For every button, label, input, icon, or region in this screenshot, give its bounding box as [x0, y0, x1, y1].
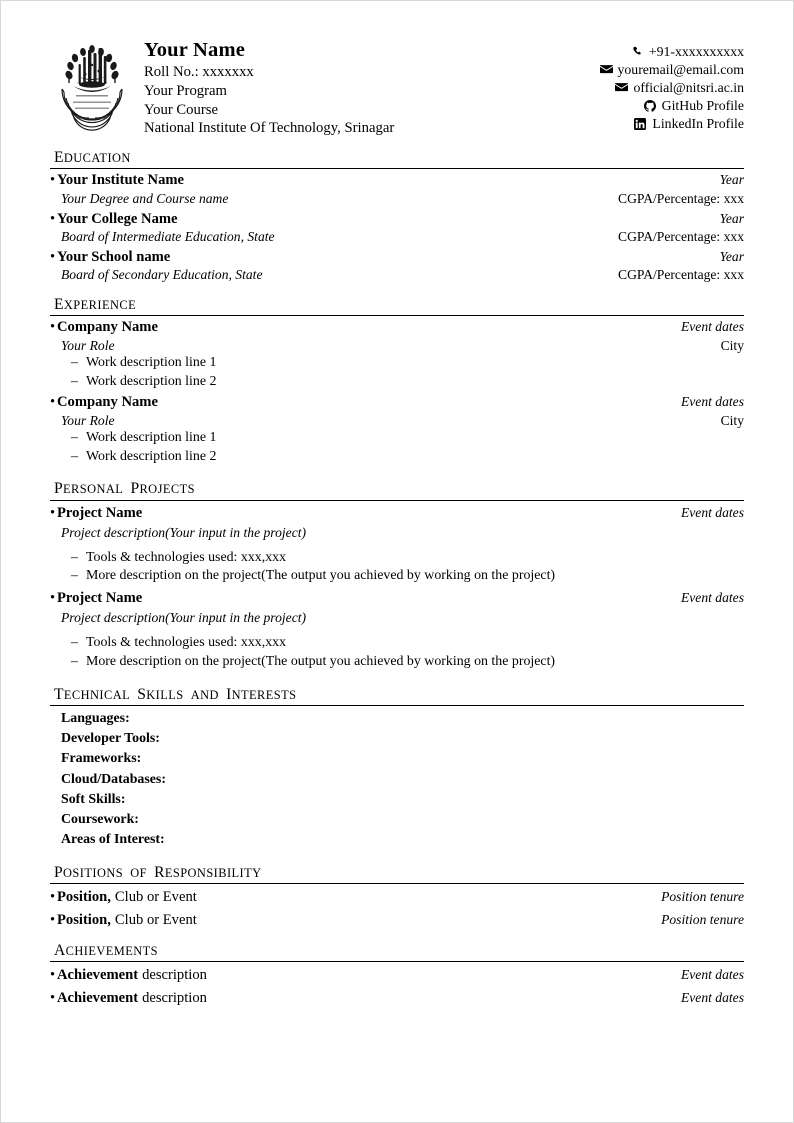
- section-title-skills-word4-initial: I: [226, 686, 232, 703]
- bullet-glyph: •: [50, 911, 56, 928]
- experience-company: Company Name: [57, 319, 158, 336]
- position-row: [50, 889, 744, 907]
- project-name-group: [50, 590, 142, 608]
- skill-line-soft-skills: Soft Skills:: [61, 791, 126, 807]
- experience-bullet-text: Work description line 1: [86, 355, 217, 371]
- position-title: Position,: [57, 911, 111, 928]
- section-title-skills-word2-initial: S: [137, 686, 147, 703]
- section-projects: [50, 480, 744, 671]
- section-achievements: [50, 942, 744, 1008]
- contact-official-email[interactable]: [600, 79, 745, 97]
- project-bullet-text: Tools & technologies used: xxx,xxx: [86, 635, 287, 651]
- project-description: Project description(Your input in the project): [61, 609, 307, 625]
- section-title-skills-word1-rest: ECHNICAL: [63, 688, 131, 702]
- section-rule: [50, 705, 744, 706]
- project-entry: [50, 590, 744, 671]
- education-year: Year: [719, 172, 744, 188]
- dash-glyph: –: [71, 355, 78, 371]
- bullet-glyph: •: [50, 248, 56, 265]
- education-score: CGPA/Percentage: xxx: [618, 191, 744, 207]
- project-bullets: [50, 634, 744, 671]
- education-entry: [50, 211, 744, 246]
- achievement-text: description: [142, 967, 207, 984]
- skill-line-coursework: Coursework:: [61, 811, 139, 827]
- bullet-glyph: •: [50, 210, 56, 227]
- experience-bullet-text: Work description line 2: [86, 448, 217, 464]
- project-bullet: [50, 567, 744, 585]
- section-title-education-rest: DUCATION: [63, 151, 131, 165]
- institute-name: National Institute Of Technology, Srinagar: [144, 120, 395, 137]
- course: Your Course: [144, 101, 218, 118]
- education-institute: Your School name: [57, 248, 171, 265]
- section-title-skills-word1-initial: T: [54, 686, 64, 703]
- position-group: [50, 889, 197, 907]
- education-name-group: [50, 172, 184, 190]
- contact-phone[interactable]: [600, 43, 745, 61]
- official-email-text: official@nitsri.ac.in: [633, 80, 744, 96]
- experience-bullet: [50, 448, 744, 466]
- contact-linkedin[interactable]: [600, 115, 745, 133]
- project-description-row: [50, 610, 744, 626]
- skill-line-areas-of-interest: Areas of Interest:: [61, 831, 165, 847]
- project-description-row: [50, 525, 744, 541]
- resume-content: [50, 36, 744, 1008]
- institute-logo: [50, 36, 134, 132]
- project-bullet-text: Tools & technologies used: xxx,xxx: [86, 549, 287, 565]
- education-entry: [50, 249, 744, 284]
- achievement-row: [50, 990, 744, 1008]
- achievement-dates: Event dates: [680, 989, 744, 1005]
- project-bullet: [50, 634, 744, 652]
- dash-glyph: –: [71, 373, 78, 389]
- experience-city: City: [720, 413, 744, 429]
- experience-company-group: [50, 319, 158, 337]
- project-dates: Event dates: [680, 589, 744, 605]
- education-score: CGPA/Percentage: xxx: [618, 267, 744, 283]
- education-entry-header: [50, 211, 744, 229]
- experience-entry-detail: [50, 413, 744, 429]
- phone-text: +91-xxxxxxxxxx: [648, 44, 744, 59]
- section-title-education-initial: E: [54, 149, 64, 166]
- project-entry: [50, 505, 744, 586]
- phone-icon: [631, 46, 644, 57]
- position-org: Club or Event: [114, 911, 197, 928]
- project-bullet: [50, 653, 744, 671]
- achievement-row: [50, 967, 744, 985]
- education-entry-detail: [50, 267, 744, 283]
- section-title-positions-word1-rest: OSITIONS: [63, 865, 124, 880]
- experience-bullet: [50, 373, 744, 391]
- section-title-projects-word1-initial: P: [54, 480, 64, 498]
- education-institute: Your Institute Name: [57, 172, 185, 189]
- candidate-name: Your Name: [144, 39, 246, 61]
- education-name-group: [50, 249, 170, 267]
- education-name-group: [50, 211, 178, 229]
- bullet-glyph: •: [50, 989, 56, 1006]
- project-bullet-text: More description on the project(The output you achieved by working on the project): [86, 653, 556, 669]
- nit-srinagar-emblem-icon: [52, 40, 132, 132]
- experience-entry-header: [50, 394, 744, 412]
- experience-dates: Event dates: [680, 394, 744, 410]
- project-name: Project Name: [57, 504, 143, 521]
- education-entry-detail: [50, 191, 744, 207]
- dash-glyph: –: [71, 635, 78, 651]
- github-icon: [644, 100, 657, 111]
- section-title-projects: [50, 480, 744, 497]
- section-title-skills-word3: AND: [190, 688, 219, 702]
- education-year: Year: [719, 248, 744, 264]
- education-degree: Board of Secondary Education, State: [61, 267, 263, 283]
- section-title-achievements-rest: CHIEVEMENTS: [65, 943, 158, 958]
- education-entry-header: [50, 249, 744, 267]
- project-bullet-text: More description on the project(The output you achieved by working on the project): [86, 568, 556, 584]
- experience-bullet-text: Work description line 2: [86, 373, 217, 389]
- experience-entry-detail: [50, 338, 744, 354]
- achievement-dates: Event dates: [680, 967, 744, 983]
- experience-city: City: [720, 338, 744, 354]
- position-title: Position,: [57, 889, 111, 906]
- section-rule: [50, 883, 744, 884]
- section-title-projects-word1-rest: ERSONAL: [63, 482, 124, 497]
- section-skills: [50, 686, 744, 850]
- identity-block: [134, 36, 600, 138]
- education-degree: Board of Intermediate Education, State: [61, 229, 275, 245]
- section-title-positions-word3-rest: ESPONSIBILITY: [164, 865, 262, 880]
- position-tenure: Position tenure: [661, 889, 744, 905]
- section-rule: [50, 961, 744, 962]
- roll-number: Roll No.: xxxxxxx: [144, 64, 254, 81]
- section-positions: [50, 864, 744, 930]
- education-year: Year: [719, 210, 744, 226]
- linkedin-text: LinkedIn Profile: [652, 116, 744, 132]
- dash-glyph: –: [71, 549, 78, 565]
- experience-entry-header: [50, 319, 744, 337]
- dash-glyph: –: [71, 653, 78, 669]
- section-rule: [50, 315, 744, 316]
- linkedin-icon: [634, 118, 647, 129]
- experience-role: Your Role: [61, 413, 115, 429]
- section-title-skills: [50, 686, 744, 703]
- contact-personal-email[interactable]: [600, 61, 745, 79]
- section-title-achievements: [50, 942, 744, 959]
- project-entry-header: [50, 505, 744, 523]
- bullet-glyph: •: [50, 589, 56, 606]
- experience-bullet: [50, 354, 744, 372]
- github-text: GitHub Profile: [661, 98, 744, 114]
- section-title-skills-word2-rest: KILLS: [146, 688, 184, 702]
- envelope-icon: [600, 64, 613, 75]
- experience-bullet: [50, 429, 744, 447]
- bullet-glyph: •: [50, 394, 56, 411]
- education-degree: Your Degree and Course name: [61, 191, 229, 207]
- education-entry-detail: [50, 229, 744, 245]
- experience-company-group: [50, 394, 158, 412]
- dash-glyph: –: [71, 568, 78, 584]
- position-group: [50, 912, 197, 930]
- education-score: CGPA/Percentage: xxx: [618, 229, 744, 245]
- section-title-positions-word3-initial: R: [154, 863, 165, 881]
- contact-block: [600, 36, 745, 133]
- experience-company: Company Name: [57, 394, 158, 411]
- experience-entry: [50, 319, 744, 391]
- bullet-glyph: •: [50, 504, 56, 521]
- project-bullet: [50, 549, 744, 567]
- achievement-text: description: [142, 989, 207, 1006]
- section-title-positions: [50, 864, 744, 881]
- section-title-education: [50, 149, 744, 166]
- education-entry: [50, 172, 744, 207]
- achievement-group: [50, 967, 207, 985]
- section-title-experience: [50, 296, 744, 313]
- education-entry-header: [50, 172, 744, 190]
- skill-line-frameworks: Frameworks:: [61, 751, 142, 767]
- section-title-projects-word2-rest: ROJECTS: [139, 482, 195, 497]
- project-entry-header: [50, 590, 744, 608]
- section-title-experience-initial: E: [54, 295, 64, 313]
- position-org: Club or Event: [114, 889, 197, 906]
- bullet-glyph: •: [50, 172, 56, 189]
- project-description: Project description(Your input in the project): [61, 524, 307, 540]
- dash-glyph: –: [71, 430, 78, 446]
- experience-role: Your Role: [61, 338, 115, 354]
- achievement-group: [50, 990, 207, 1008]
- experience-bullet-text: Work description line 1: [86, 430, 217, 446]
- project-name: Project Name: [57, 589, 143, 606]
- section-title-skills-word4-rest: NTERESTS: [231, 688, 297, 702]
- section-title-positions-word2: OF: [130, 865, 147, 880]
- section-title-experience-rest: XPERIENCE: [63, 297, 137, 312]
- section-experience: [50, 296, 744, 467]
- skill-line-developer-tools: Developer Tools:: [61, 731, 160, 747]
- section-rule: [50, 500, 744, 501]
- section-title-positions-word1-initial: P: [54, 863, 64, 881]
- project-bullets: [50, 549, 744, 586]
- section-title-achievements-initial: A: [54, 941, 66, 959]
- envelope-icon: [615, 82, 628, 93]
- position-row: [50, 912, 744, 930]
- bullet-glyph: •: [50, 319, 56, 336]
- program: Your Program: [144, 82, 227, 99]
- position-tenure: Position tenure: [661, 911, 744, 927]
- skill-line-languages: Languages:: [61, 711, 130, 727]
- bullet-glyph: •: [50, 967, 56, 984]
- section-education: [50, 149, 744, 284]
- bullet-glyph: •: [50, 889, 56, 906]
- achievement-label: Achievement: [57, 967, 139, 984]
- personal-email-text: youremail@email.com: [617, 62, 744, 78]
- section-title-projects-word2-initial: P: [130, 480, 140, 498]
- experience-dates: Event dates: [680, 319, 744, 335]
- skill-line-cloud-databases: Cloud/Databases:: [61, 771, 166, 787]
- contact-github[interactable]: [600, 97, 745, 115]
- project-name-group: [50, 505, 142, 523]
- dash-glyph: –: [71, 448, 78, 464]
- achievement-label: Achievement: [57, 989, 139, 1006]
- experience-entry: [50, 394, 744, 466]
- project-dates: Event dates: [680, 504, 744, 520]
- education-institute: Your College Name: [57, 210, 178, 227]
- section-rule: [50, 168, 744, 169]
- resume-header: [50, 36, 744, 140]
